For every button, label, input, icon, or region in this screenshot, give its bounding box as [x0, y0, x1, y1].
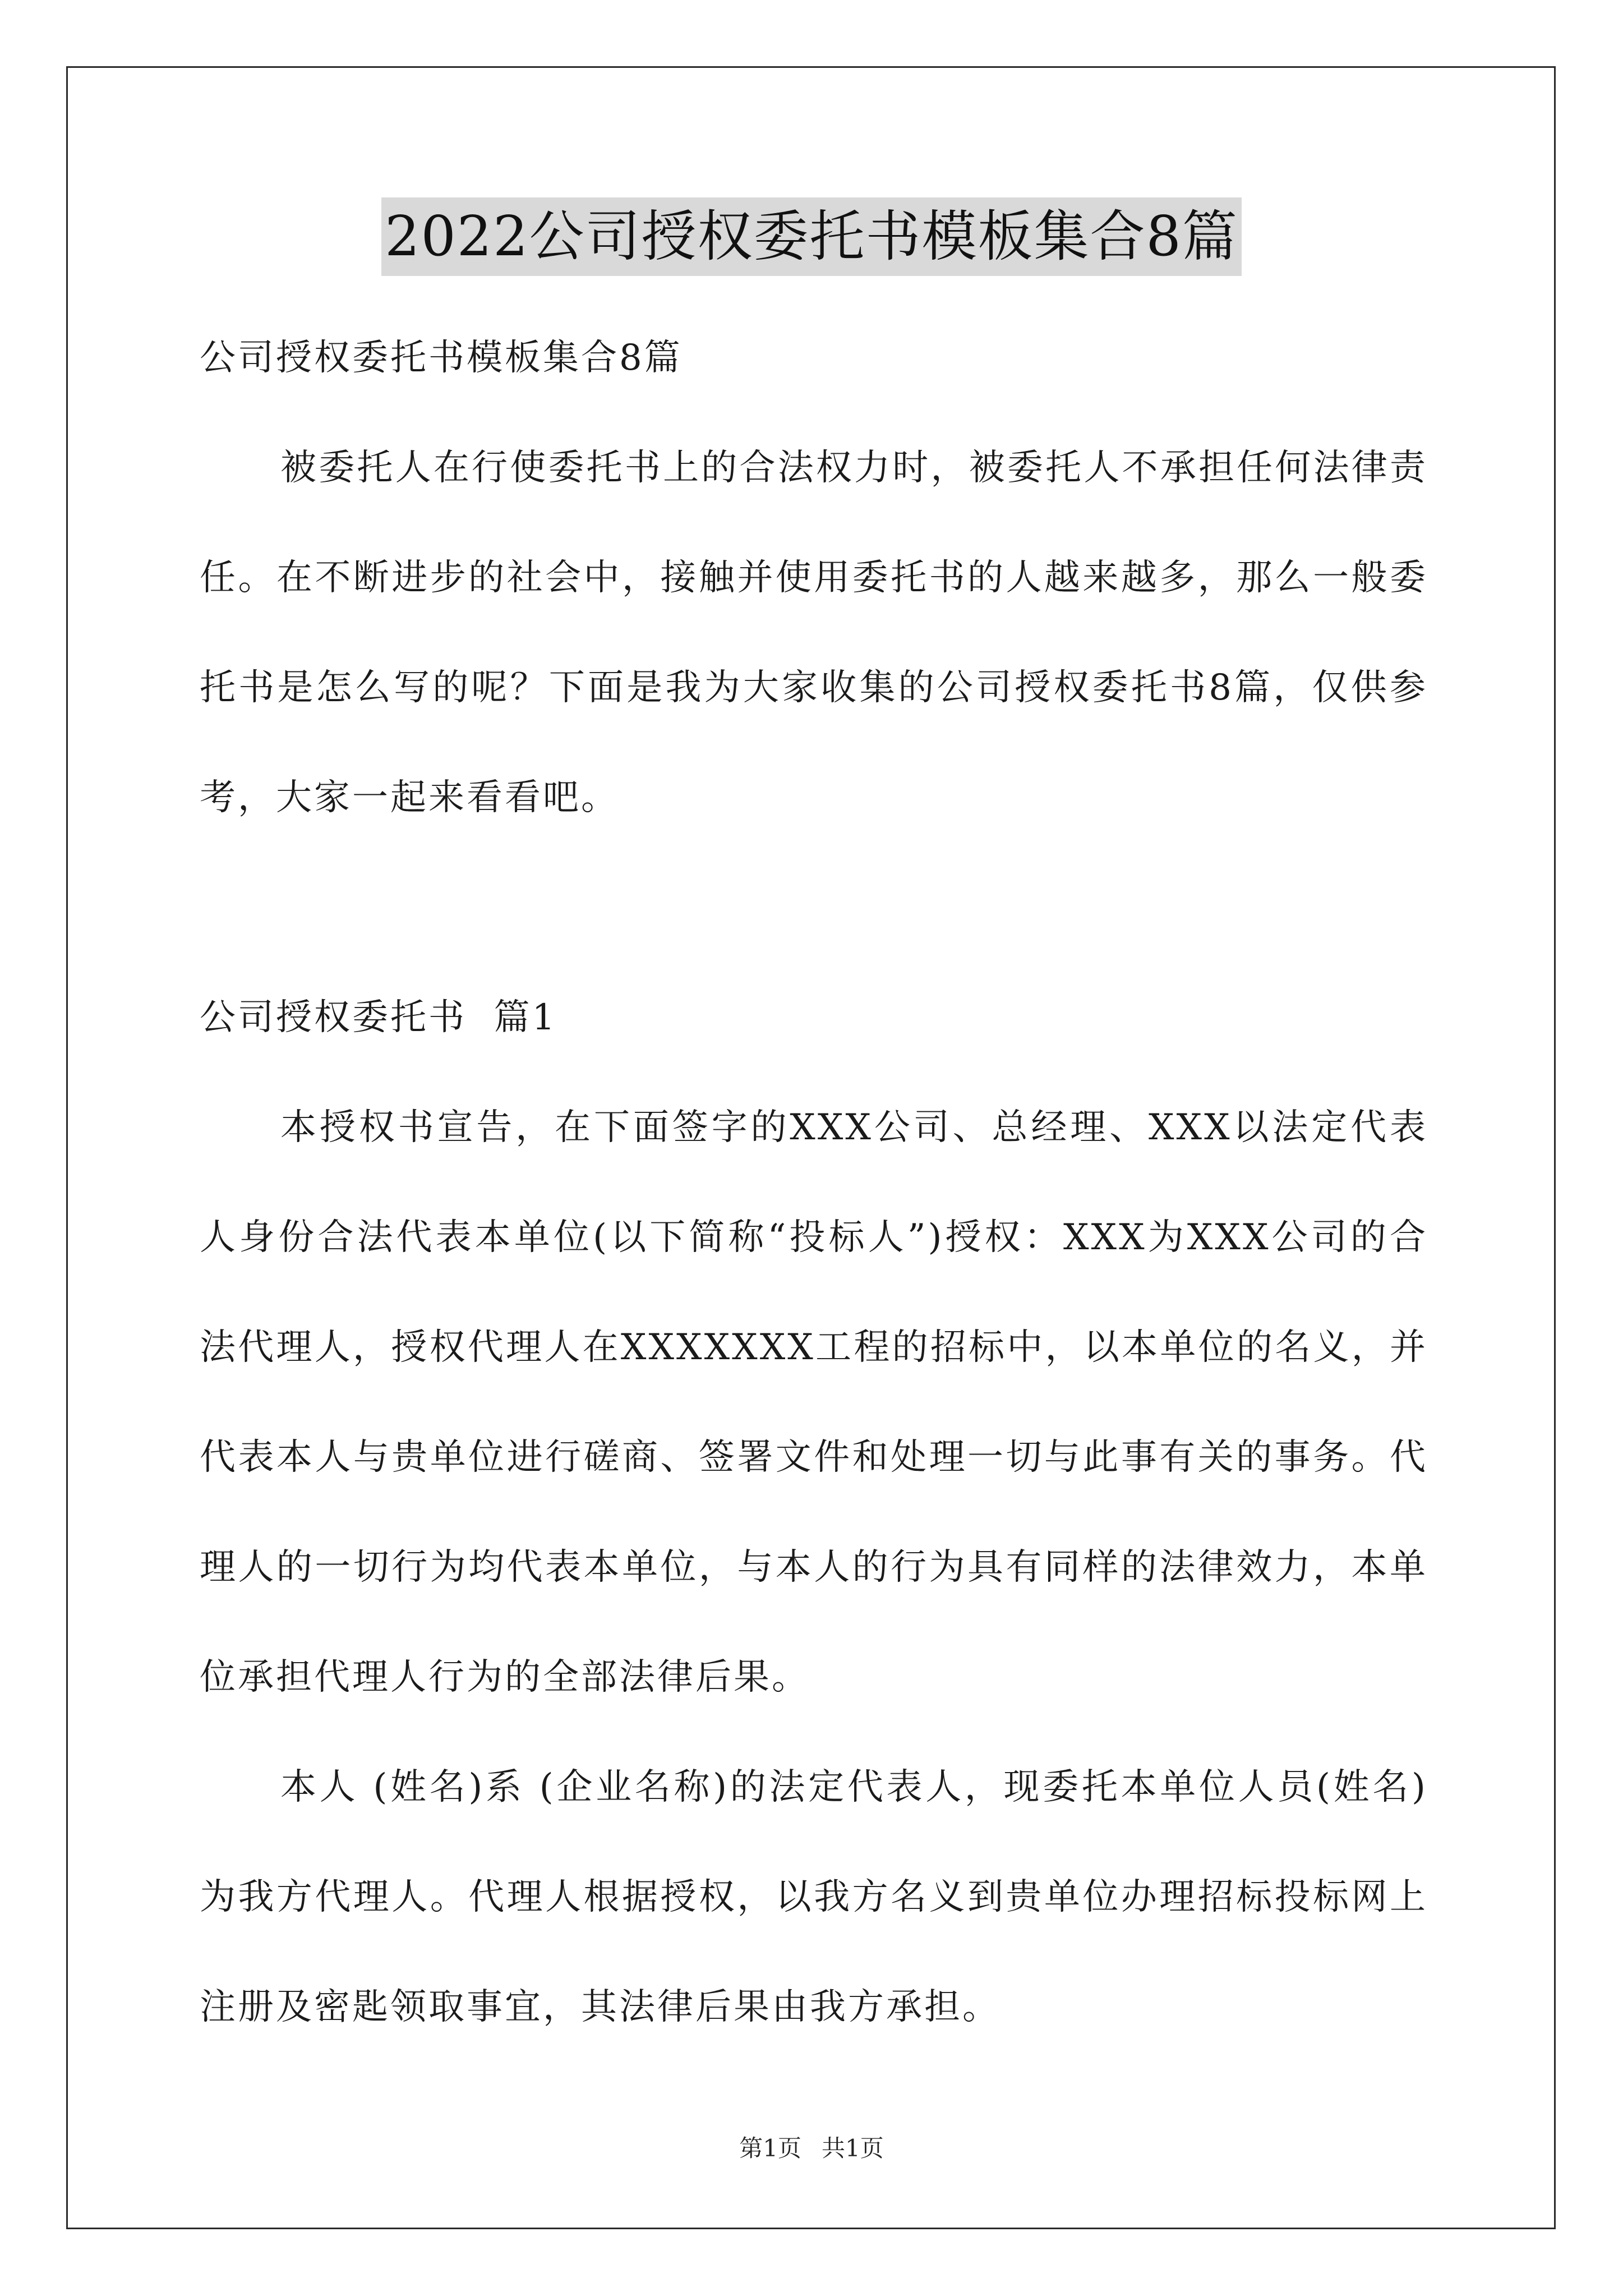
document-body — [200, 303, 1428, 2062]
page-total: 共1页 — [822, 2134, 884, 2162]
page-number: 第1页 — [739, 2134, 801, 2162]
page-footer — [0, 2132, 1623, 2165]
document-title: 2022公司授权委托书模板集合8篇 — [381, 197, 1242, 276]
document-subtitle: 公司授权委托书模板集合8篇 — [200, 337, 683, 379]
section-paragraph-1: 本授权书宣告，在下面签字的XXX公司、总经理、XXX以法定代表人身份合法代表本单位(以下简称“投标人”)授权：XXX为XXX公司的合法代理人，授权代理人在XXXXXXX工程的招标中，以本单位的名义，并代表本人与贵单位进行磋商、签署文件和处理一切与此事有关的事务。代理人的一切行为均代表本单位，与本人的行为具有同样的法律效力，本单位承担代理人行为的全部法律后果。 — [200, 1107, 1428, 1698]
section-heading: 公司授权委托书 篇1 — [200, 997, 557, 1038]
section-paragraph-2: 本人 (姓名)系 (企业名称)的法定代表人，现委托本单位人员(姓名)为我方代理人。代理人根据授权，以我方名义到贵单位办理招标投标网上注册及密匙领取事宜，其法律后果由我方承担。 — [200, 1766, 1428, 2028]
intro-paragraph: 被委托人在行使委托书上的合法权力时，被委托人不承担任何法律责任。在不断进步的社会中，接触并使用委托书的人越来越多，那么一般委托书是怎么写的呢？下面是我为大家收集的公司授权委托书8篇，仅供参考，大家一起来看看吧。 — [200, 447, 1428, 818]
title-container — [0, 197, 1623, 276]
section-spacer — [200, 853, 1428, 963]
